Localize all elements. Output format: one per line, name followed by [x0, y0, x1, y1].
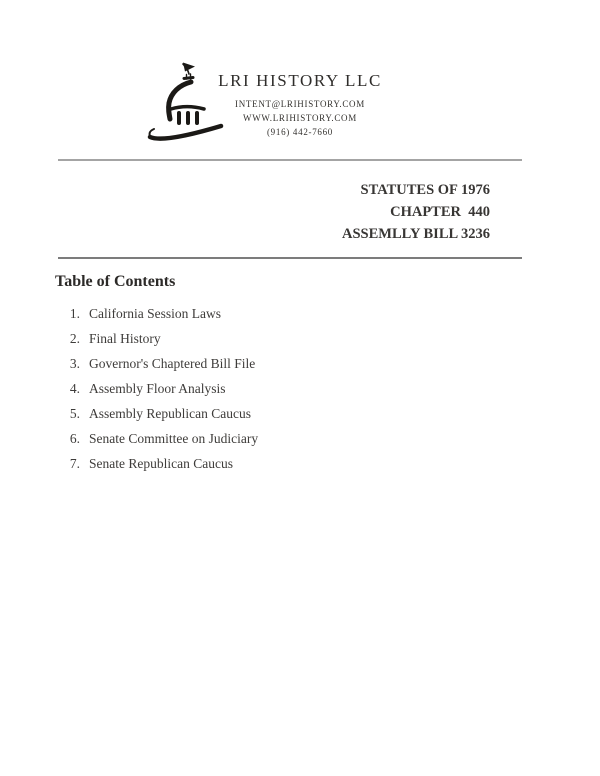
toc-item — [55, 401, 258, 426]
toc-item — [55, 326, 258, 351]
toc-item-label: Senate Committee on Judiciary — [89, 431, 259, 446]
assembly-bill-line: ASSEMLLY BILL 3236 — [341, 226, 490, 242]
toc-item-number: 4. — [69, 381, 80, 396]
toc-item-label: Senate Republican Caucus — [89, 456, 233, 471]
toc-item-label: Governor's Chaptered Bill File — [89, 356, 256, 371]
toc-item-number: 6. — [69, 431, 80, 446]
toc-item — [55, 301, 258, 326]
toc-item-label: Assembly Floor Analysis — [89, 381, 226, 396]
toc-item-label: California Session Laws — [89, 306, 221, 321]
toc-item — [55, 376, 258, 401]
toc-item-number: 7. — [69, 456, 80, 471]
company-phone: (916) 442-7660 — [266, 127, 334, 137]
statutes-line: STATUTES OF 1976 — [360, 182, 490, 198]
chapter-line: CHAPTER 440 — [390, 204, 490, 220]
horizontal-rule-bottom — [58, 257, 522, 259]
company-website: WWW.LRIHISTORY.COM — [243, 113, 357, 123]
toc-list — [55, 301, 258, 476]
toc-item-number: 2. — [69, 331, 80, 346]
company-name: LRI HISTORY LLC — [218, 71, 382, 90]
toc-title: Table of Contents — [55, 273, 176, 290]
toc-item-label: Final History — [89, 331, 161, 346]
company-email: INTENT@LRIHISTORY.COM — [235, 99, 365, 109]
statute-reference-block — [342, 179, 490, 245]
toc-item — [55, 451, 258, 476]
toc-item-label: Assembly Republican Caucus — [89, 406, 251, 421]
toc-item-number: 5. — [69, 406, 80, 421]
horizontal-rule-top — [58, 159, 522, 161]
letterhead — [0, 71, 600, 139]
toc-item-number: 3. — [69, 356, 80, 371]
toc-item-number: 1. — [69, 306, 80, 321]
toc-item — [55, 351, 258, 376]
toc-item — [55, 426, 258, 451]
